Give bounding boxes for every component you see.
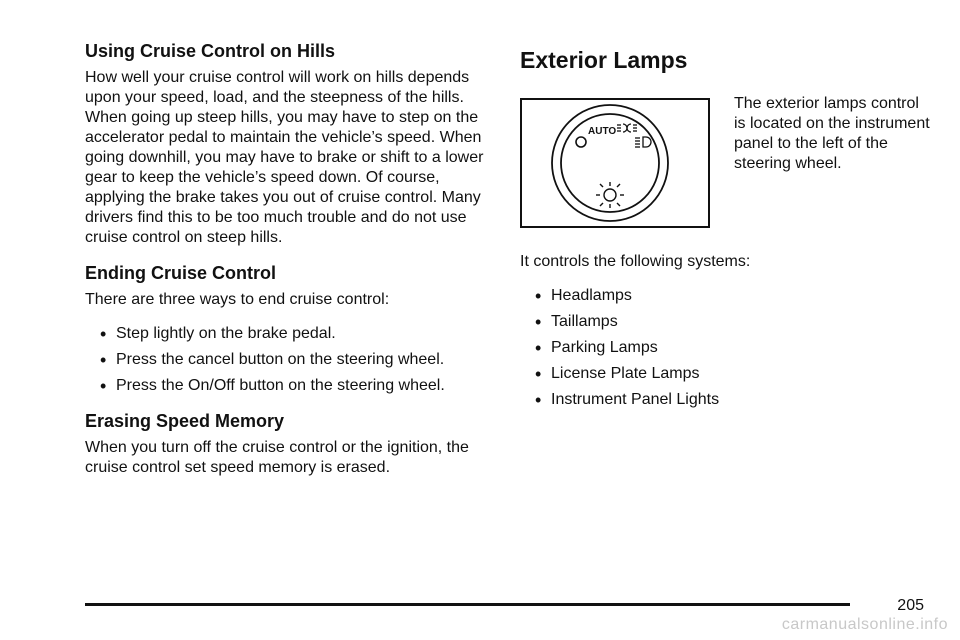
ending-intro: There are three ways to end cruise control: bbox=[85, 291, 390, 308]
panel-light-icon bbox=[596, 182, 624, 208]
page-number: 205 bbox=[897, 597, 924, 614]
list-item: • Step lightly on the brake pedal. bbox=[100, 324, 495, 344]
list-item: • Press the cancel button on the steering wheel. bbox=[100, 350, 495, 370]
list-item: • Instrument Panel Lights bbox=[535, 390, 940, 410]
systems-intro: It controls the following systems: bbox=[520, 253, 751, 270]
list-item: • License Plate Lamps bbox=[535, 364, 940, 384]
erasing-body: When you turn off the cruise control or the ignition, the cruise control set speed memory is erased. bbox=[85, 439, 469, 476]
headlamp-icon bbox=[635, 137, 651, 147]
lamp-figure-row bbox=[520, 94, 940, 228]
ending-section bbox=[85, 262, 495, 396]
ending-heading: Ending Cruise Control bbox=[85, 263, 276, 283]
lamp-control-figure bbox=[520, 98, 710, 228]
list-item: • Press the On/Off button on the steering wheel. bbox=[100, 376, 495, 396]
hills-section bbox=[85, 40, 495, 248]
auto-label: AUTO bbox=[588, 126, 617, 137]
lamp-caption-text: The exterior lamps control is located on the instrument panel to the left of the steering wheel. bbox=[734, 95, 930, 172]
watermark: carmanualsonline.info bbox=[781, 616, 948, 633]
exterior-lamps-heading: Exterior Lamps bbox=[520, 47, 688, 73]
ending-list bbox=[85, 324, 495, 396]
erasing-heading: Erasing Speed Memory bbox=[85, 411, 285, 431]
hills-heading: Using Cruise Control on Hills bbox=[85, 41, 336, 61]
left-column bbox=[85, 40, 495, 492]
systems-list bbox=[520, 286, 940, 410]
hills-body: How well your cruise control will work on hills depends upon your speed, load, and the steepness of the hills. When going up steep hills, you may have to step on the accelerator pedal to maintain the vehicle’s speed. When going downhill, you may have to brake or shift to a lower gear to keep the vehicle’s speed down. Of course, applying the brake takes you out of cruise control. Many drivers find this to be too much trouble and do not use cruise control on steep hills. bbox=[85, 69, 484, 246]
lamp-caption bbox=[734, 94, 934, 174]
lamp-control-dial-icon bbox=[522, 100, 708, 226]
list-item: • Headlamps bbox=[535, 286, 940, 306]
parking-lamp-icon bbox=[617, 124, 637, 132]
list-item: • Taillamps bbox=[535, 312, 940, 332]
erasing-section bbox=[85, 410, 495, 478]
footer-rule bbox=[85, 603, 850, 606]
list-item: • Parking Lamps bbox=[535, 338, 940, 358]
right-column bbox=[520, 40, 940, 424]
